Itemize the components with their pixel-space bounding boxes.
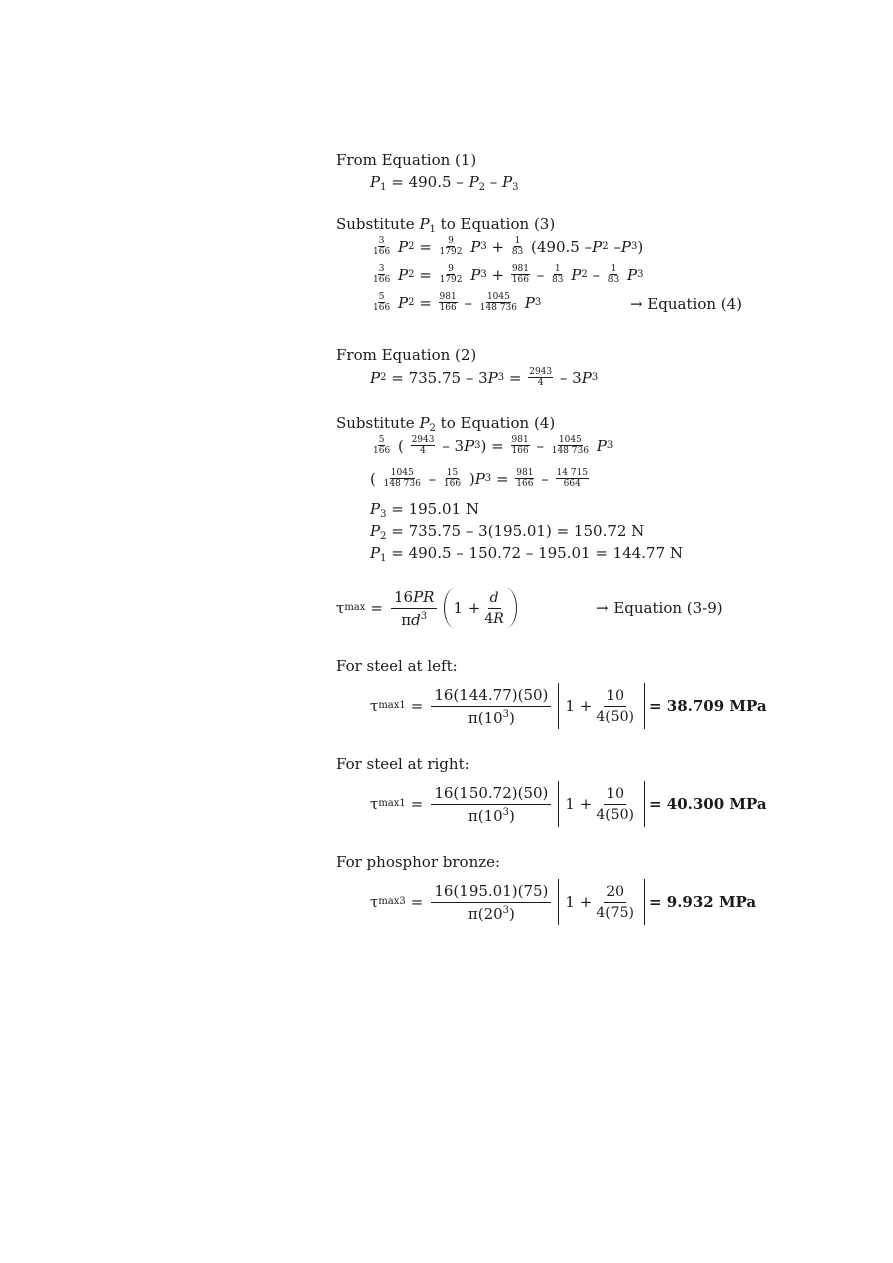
equation-reference: → Equation (4) [630,295,743,313]
result-value: = 40.300 MPa [648,795,767,813]
section-heading: For phosphor bronze: [336,853,501,871]
formula-steel-left: τ max1 = $\frac{16(144.77)(50)}{\pi(10^3)}$ 1 + 10 4(50) = 38.709 MPa [370,680,767,732]
equation-line: ( 1045 148 736 – 15 166 ) P 3 = 981 166 – 14 715 664 [370,468,589,489]
section-heading: For steel at left: [336,657,458,675]
section-heading: From Equation (1) [336,151,477,169]
equation-line: 3 166 P 2 = 9 1792 P 3 + 981 166 – 1 83 P 2 – 1 83 P 3 [373,264,644,285]
section-heading: Substitute $P_2$ to Equation (4) [336,414,556,434]
equation-line: $P_2 = 735.75 - 3(195.01) = 150.72$ N [370,522,645,542]
section-steel-right [336,754,767,825]
formula-steel-right: τ max1 = $\frac{16(150.72)(50)}{\pi(10^3)}$ 1 + 10 4(50) = 40.300 MPa [370,778,767,830]
section-heading: For steel at right: [336,755,470,773]
result-value: = 38.709 MPa [648,697,767,715]
section-phosphor-bronze [336,852,757,923]
section-substitute-p2 [336,413,684,564]
equation-line: $P_3 = 195.01$ N [370,500,479,520]
equation-line: P 2 = 735.75 – 3 P 3 = 2943 4 – 3 P 3 [370,367,599,388]
equation-reference: → Equation (3-9) [596,599,723,617]
formula-tau-max: τ max = $\frac{16PR}{\pi d^3}$ 1 + d 4R [336,583,521,633]
section-heading: From Equation (2) [336,346,477,364]
equation-line: $P_1 = 490.5 - 150.72 - 195.01 = 144.77$ N [370,544,684,564]
equation-line: $P_1 = 490.5 - P_2 - P_3$ [370,173,519,193]
section-tau-max-formula [336,583,723,633]
section-from-equation-2 [336,345,599,388]
section-from-equation-1 [336,150,519,193]
formula-phosphor-bronze: τ max3 = $\frac{16(195.01)(75)}{\pi(20^3)}$ 1 + 20 4(75) = 9.932 MPa [370,876,756,928]
section-steel-left [336,656,767,727]
result-value: = 9.932 MPa [648,893,757,911]
section-heading: Substitute $P_1$ to Equation (3) [336,215,556,235]
section-substitute-p1 [336,214,743,313]
equation-line: 5 166 ( 2943 4 – 3 P 3 ) = 981 166 – 1045 148 736 P 3 [373,435,614,456]
equation-line: 5 166 P 2 = 981 166 – 1045 148 736 P 3 [373,292,542,313]
equation-line: 3 166 P 2 = 9 1792 P 3 + 1 83 (490.5 – P 2 – P 3 ) [373,236,644,257]
